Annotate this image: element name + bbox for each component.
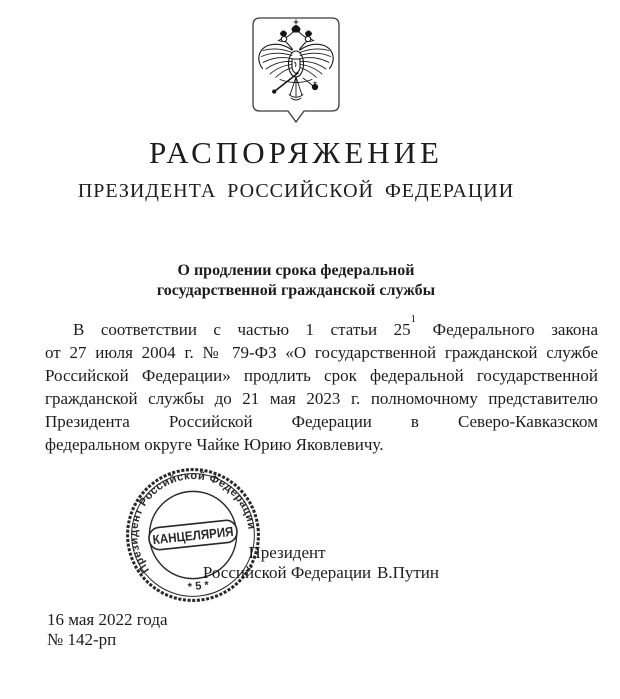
body-line-2: от 27 июля 2004 г. № 79-ФЗ «О государственной гражданской службе — [45, 343, 598, 362]
stamp-center-text: КАНЦЕЛЯРИЯ — [151, 522, 245, 548]
body-line-3: Российской Федерации» продлить срок федеральной государственной — [45, 366, 598, 385]
stamp-ring-text: Президент Российской Федерации — [128, 470, 258, 576]
stamp-bottom-text: * 5 * — [187, 579, 210, 594]
subject-line-1: О продлении срока федеральной — [177, 262, 415, 279]
coat-of-arms-icon — [251, 16, 341, 124]
document-number: № 142-рп — [47, 630, 117, 649]
chancellery-stamp — [122, 464, 264, 606]
document-date: 16 мая 2022 года — [47, 610, 168, 629]
document-body-paragraph — [45, 313, 599, 456]
body-line-4: гражданской службы до 21 мая 2023 г. полномочному представителю — [45, 389, 598, 408]
body-line-6: федеральном округе Чайке Юрию Яковлевичу. — [45, 435, 384, 454]
signatory-title-line-1: Президент — [248, 543, 326, 562]
document-header — [45, 137, 547, 202]
document-issuer-subtitle: ПРЕЗИДЕНТА РОССИЙСКОЙ ФЕДЕРАЦИИ — [77, 180, 515, 202]
body-line-1-text: В соответствии с частью 1 статьи 25 — [73, 320, 411, 339]
signatory-title-line-2: Российской Федерации — [202, 563, 372, 582]
subject-line-2: государственной гражданской службы — [156, 282, 436, 299]
statute-superscript: 1 — [410, 313, 417, 326]
body-line-1-text-cont: Федерального закона — [416, 320, 599, 339]
body-line-5: Президента Российской Федерации в Северо-Кавказском — [45, 412, 598, 431]
document-footer — [47, 610, 168, 650]
document-type-title: РАСПОРЯЖЕНИЕ — [149, 135, 443, 170]
body-line-1 — [45, 313, 599, 341]
svg-text:Президент Российской Федерации — [122, 464, 261, 576]
document-subject-heading — [45, 261, 547, 301]
signatory-name: В.Путин — [377, 563, 439, 582]
